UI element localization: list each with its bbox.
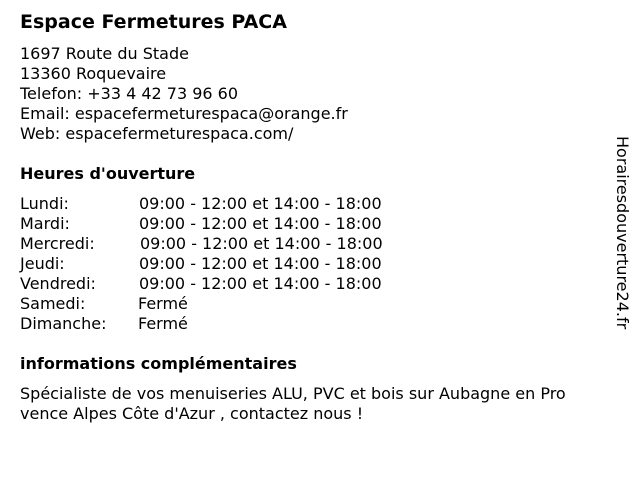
- address-line-city: 13360 Roquevaire: [20, 64, 167, 83]
- description-line: Spécialiste de vos menuiseries ALU, PVC et bois sur Aubagne en Pro: [20, 384, 566, 403]
- day-label: Vendredi:: [20, 274, 96, 293]
- day-hours: 09:00 - 12:00 et 14:00 - 18:00: [140, 234, 383, 253]
- day-label: Mardi:: [20, 214, 70, 233]
- business-name: Espace Fermetures PACA: [20, 11, 287, 33]
- additional-info-text: [20, 384, 620, 424]
- day-hours: Fermé: [138, 314, 188, 333]
- day-label: Lundi:: [20, 194, 69, 213]
- opening-hours-heading: Heures d'ouverture: [20, 164, 196, 183]
- day-label: Samedi:: [20, 294, 86, 313]
- day-label: Jeudi:: [20, 254, 65, 273]
- day-label: Mercredi:: [20, 234, 95, 253]
- day-hours: 09:00 - 12:00 et 14:00 - 18:00: [139, 214, 382, 233]
- day-hours: 09:00 - 12:00 et 14:00 - 18:00: [139, 194, 382, 213]
- watermark-text: Horairesdouverture24.fr: [613, 136, 632, 330]
- description-line: vence Alpes Côte d'Azur , contactez nous !: [20, 404, 364, 423]
- site-watermark: [612, 136, 632, 372]
- contact-block: [20, 44, 348, 144]
- day-label: Dimanche:: [20, 314, 107, 333]
- day-hours: 09:00 - 12:00 et 14:00 - 18:00: [139, 254, 382, 273]
- additional-info-heading: informations complémentaires: [20, 354, 297, 373]
- email-text: Email: espacefermeturespaca@orange.fr: [20, 104, 348, 123]
- phone-text: Telefon: +33 4 42 73 96 60: [20, 84, 239, 103]
- website-text: Web: espacefermeturespaca.com/: [20, 124, 294, 143]
- day-hours: Fermé: [138, 294, 188, 313]
- address-line-street: 1697 Route du Stade: [20, 44, 189, 63]
- day-hours: 09:00 - 12:00 et 14:00 - 18:00: [139, 274, 382, 293]
